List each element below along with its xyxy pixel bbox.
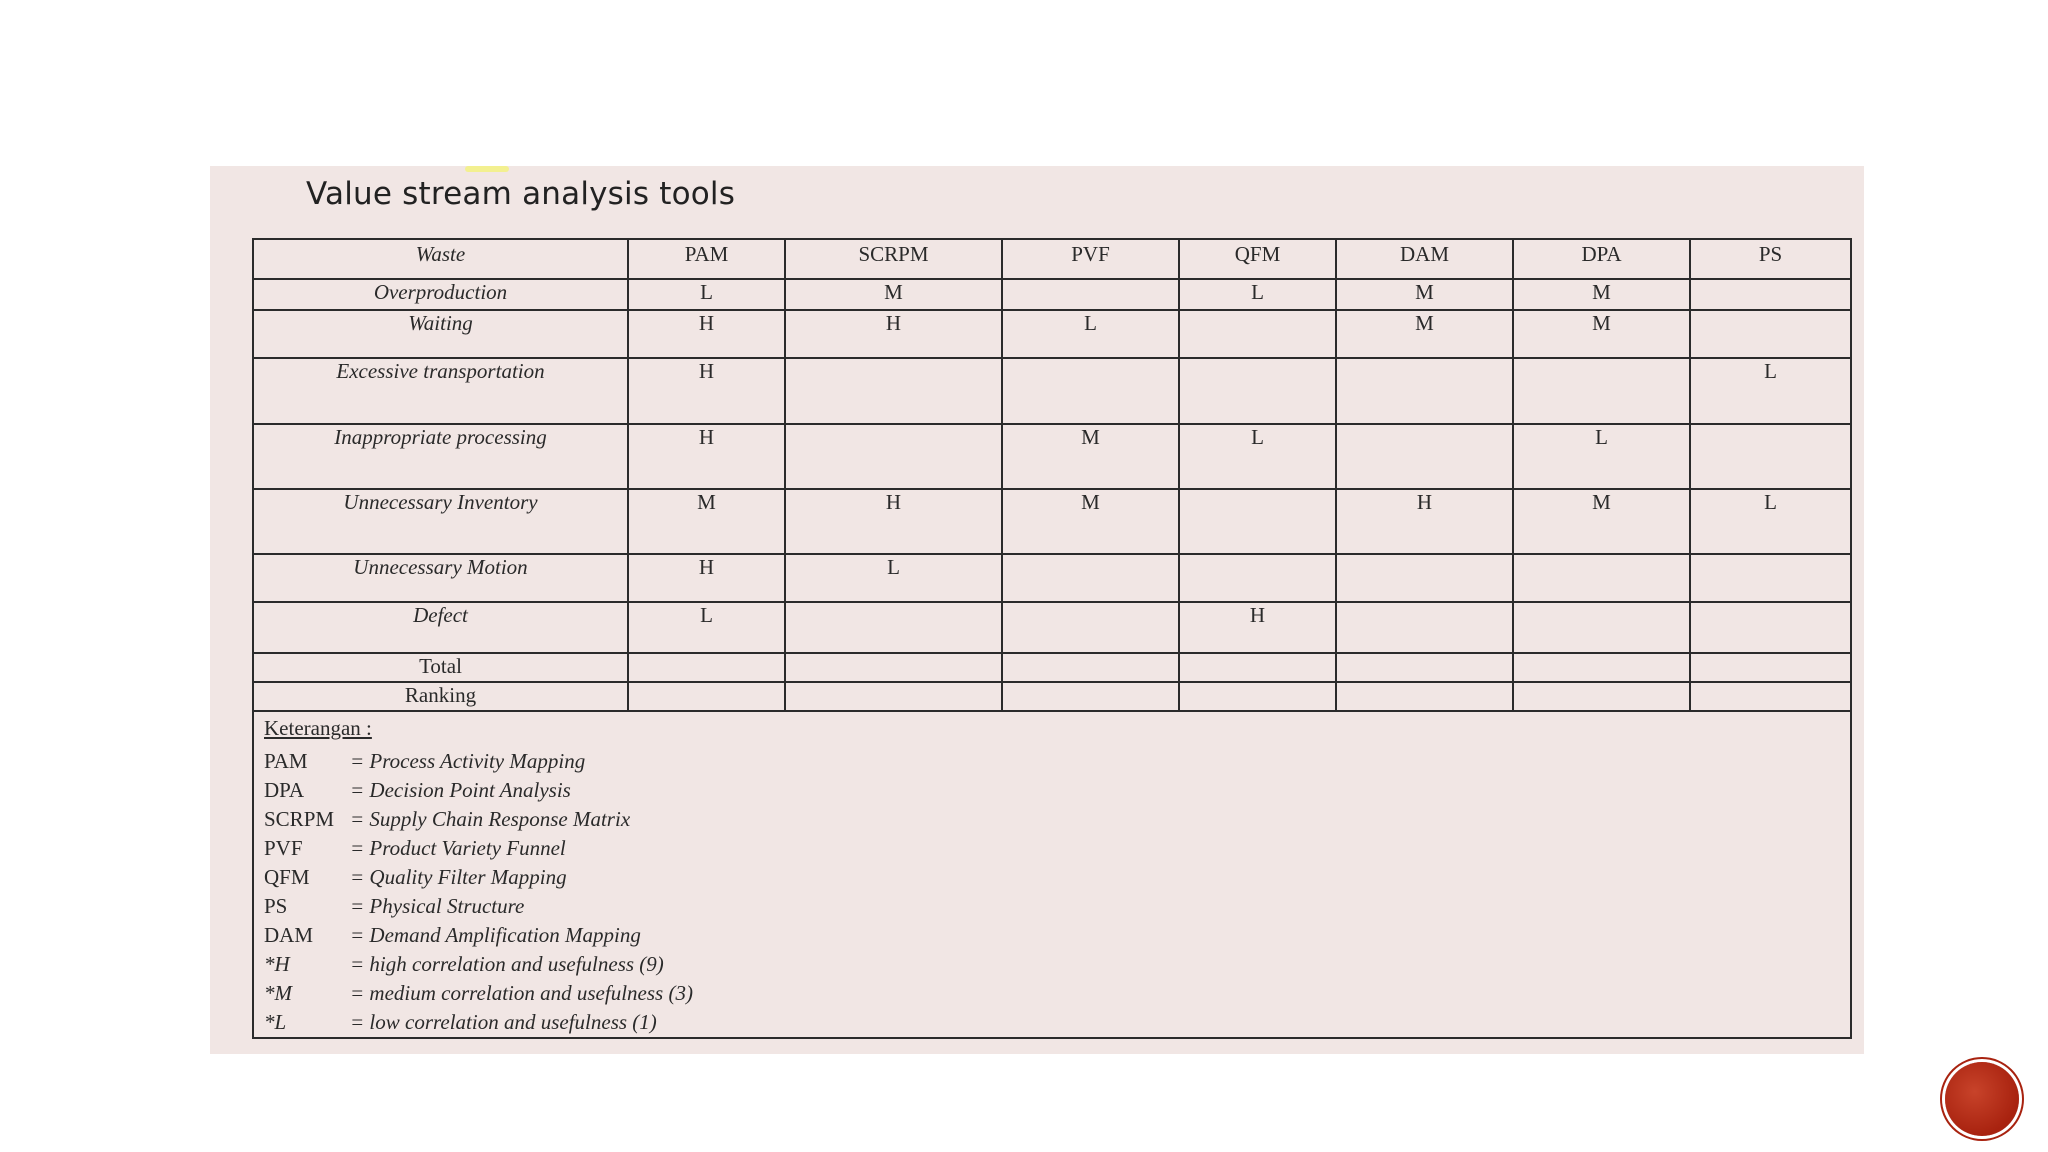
legend-item (264, 921, 1850, 950)
legend-desc: = high correlation and usefulness (9) (350, 952, 664, 976)
waste-label: Unnecessary Motion (253, 554, 628, 602)
table-cell (1513, 682, 1690, 711)
header-dam: DAM (1336, 239, 1513, 279)
legend-abbr: *H (264, 952, 290, 976)
table-row (253, 279, 1851, 310)
table-cell (1179, 310, 1336, 358)
table-cell: M (1002, 424, 1179, 489)
legend-abbr: QFM (264, 865, 310, 889)
legend-abbr: PAM (264, 749, 308, 773)
legend-item (264, 834, 1850, 863)
table-cell (1336, 682, 1513, 711)
table-cell (1513, 358, 1690, 424)
table-row (253, 489, 1851, 554)
table-cell: L (1690, 358, 1851, 424)
table-cell (785, 602, 1002, 653)
table-cell: H (628, 554, 785, 602)
header-row (253, 239, 1851, 279)
legend-title: Keterangan : (264, 716, 372, 740)
table-cell: H (628, 424, 785, 489)
waste-label: Unnecessary Inventory (253, 489, 628, 554)
legend-abbr: *M (264, 981, 292, 1005)
legend-desc: = Process Activity Mapping (350, 749, 586, 773)
table-row (253, 358, 1851, 424)
waste-label: Excessive transportation (253, 358, 628, 424)
table-cell (785, 424, 1002, 489)
table-cell (1513, 653, 1690, 682)
legend (253, 711, 1851, 1038)
table-cell (1690, 602, 1851, 653)
table-cell: L (1690, 489, 1851, 554)
table-cell (1336, 358, 1513, 424)
legend-item (264, 1008, 1850, 1037)
legend-item (264, 979, 1850, 1008)
table-cell: H (785, 489, 1002, 554)
legend-desc: = Supply Chain Response Matrix (350, 807, 631, 831)
waste-label: Inappropriate processing (253, 424, 628, 489)
table-cell (1690, 424, 1851, 489)
table-cell: M (1336, 279, 1513, 310)
legend-item (264, 747, 1850, 776)
legend-abbr: DPA (264, 778, 305, 802)
table-cell (1179, 682, 1336, 711)
legend-item (264, 892, 1850, 921)
legend-item (264, 863, 1850, 892)
table-cell: M (1513, 279, 1690, 310)
table-cell: H (628, 310, 785, 358)
table-cell: L (1002, 310, 1179, 358)
total-row (253, 653, 1851, 682)
table-cell (1690, 554, 1851, 602)
slide-title: Value stream analysis tools (306, 176, 736, 212)
table-cell (1690, 310, 1851, 358)
table-cell (1513, 554, 1690, 602)
legend-desc: = medium correlation and usefulness (3) (350, 981, 693, 1005)
table-cell (785, 358, 1002, 424)
table-cell (1513, 602, 1690, 653)
header-pam: PAM (628, 239, 785, 279)
table-cell: H (785, 310, 1002, 358)
table-row (253, 602, 1851, 653)
table-cell (628, 653, 785, 682)
legend-desc: = low correlation and usefulness (1) (350, 1010, 657, 1034)
highlight-mark (465, 166, 509, 172)
table-cell (1002, 358, 1179, 424)
header-waste: Waste (253, 239, 628, 279)
table-cell: L (1179, 279, 1336, 310)
legend-desc: = Quality Filter Mapping (350, 865, 567, 889)
table-cell: L (1179, 424, 1336, 489)
legend-abbr: PS (264, 894, 288, 918)
table-cell (1002, 602, 1179, 653)
total-label: Total (253, 653, 628, 682)
legend-item (264, 776, 1850, 805)
table-cell (1179, 489, 1336, 554)
table-row (253, 554, 1851, 602)
ranking-row (253, 682, 1851, 711)
legend-desc: = Product Variety Funnel (350, 836, 566, 860)
legend-item (264, 805, 1850, 834)
table-cell (1002, 279, 1179, 310)
header-pvf: PVF (1002, 239, 1179, 279)
table-cell: H (1336, 489, 1513, 554)
table-cell: M (1336, 310, 1513, 358)
table-cell: L (785, 554, 1002, 602)
header-scrpm: SCRPM (785, 239, 1002, 279)
table-cell (1336, 554, 1513, 602)
table-cell: M (1513, 310, 1690, 358)
table-cell: M (628, 489, 785, 554)
table-cell (628, 682, 785, 711)
header-qfm: QFM (1179, 239, 1336, 279)
header-ps: PS (1690, 239, 1851, 279)
waste-label: Waiting (253, 310, 628, 358)
legend-abbr: PVF (264, 836, 303, 860)
legend-item (264, 950, 1850, 979)
table-cell (1336, 653, 1513, 682)
table-cell (1179, 653, 1336, 682)
table-cell (1002, 554, 1179, 602)
table-cell (785, 653, 1002, 682)
table-cell (1690, 653, 1851, 682)
table-cell (1002, 682, 1179, 711)
table-cell: M (1002, 489, 1179, 554)
table-cell: M (1513, 489, 1690, 554)
table-cell: L (1513, 424, 1690, 489)
table-cell (1336, 424, 1513, 489)
table-cell: L (628, 279, 785, 310)
header-dpa: DPA (1513, 239, 1690, 279)
legend-abbr: *L (264, 1010, 287, 1034)
table-row (253, 424, 1851, 489)
legend-desc: = Physical Structure (350, 894, 525, 918)
table-cell (1690, 279, 1851, 310)
logo-circle-icon (1945, 1062, 2019, 1136)
table-cell (1179, 554, 1336, 602)
waste-label: Overproduction (253, 279, 628, 310)
legend-desc: = Demand Amplification Mapping (350, 923, 641, 947)
table-cell: H (1179, 602, 1336, 653)
legend-desc: = Decision Point Analysis (350, 778, 571, 802)
table-cell (1002, 653, 1179, 682)
table-cell: M (785, 279, 1002, 310)
table-cell (1690, 682, 1851, 711)
table-cell (785, 682, 1002, 711)
legend-abbr: SCRPM (264, 807, 335, 831)
ranking-label: Ranking (253, 682, 628, 711)
legend-abbr: DAM (264, 923, 314, 947)
legend-row (253, 711, 1851, 1038)
table-cell (1336, 602, 1513, 653)
table-row (253, 310, 1851, 358)
content-panel (210, 166, 1864, 1054)
table-cell: L (628, 602, 785, 653)
waste-label: Defect (253, 602, 628, 653)
table-cell: H (628, 358, 785, 424)
analysis-table (252, 238, 1852, 1039)
table-cell (1179, 358, 1336, 424)
